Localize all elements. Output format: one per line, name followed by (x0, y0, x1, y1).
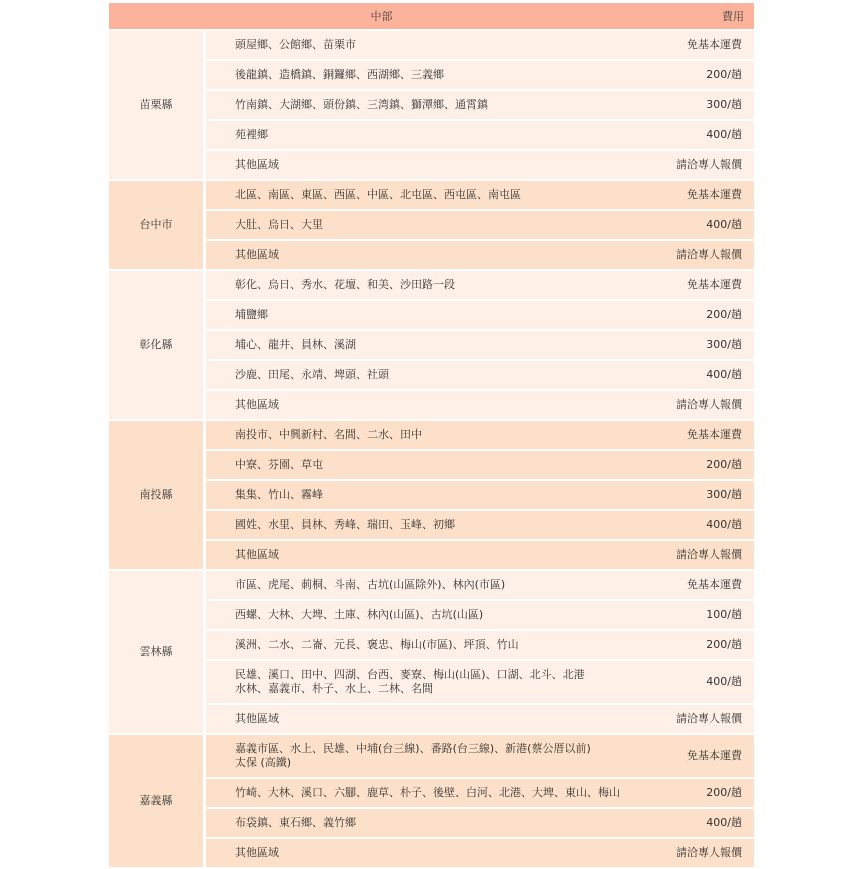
area-cell (206, 31, 654, 61)
table-row (109, 151, 754, 181)
area-text: 南投市、中興新村、名間、二水、田中 (235, 428, 422, 441)
table-row (109, 91, 754, 121)
fee-cell: 免基本運費 (654, 271, 754, 301)
area-text: 大肚、烏日、大里 (235, 218, 323, 231)
table-row (109, 735, 754, 779)
fee-cell: 免基本運費 (654, 421, 754, 451)
area-text: 沙鹿、田尾、永靖、埤頭、社頭 (235, 368, 389, 381)
fee-cell: 200/趟 (654, 631, 754, 661)
area-cell (206, 481, 654, 511)
area-text: 民雄、溪口、田中、四湖、台西、麥寮、梅山(山區)、口湖、北斗、北港 (235, 668, 585, 681)
area-cell (206, 735, 654, 779)
table-header-row (109, 3, 754, 31)
table-row (109, 631, 754, 661)
fee-cell: 400/趟 (654, 121, 754, 151)
area-cell (206, 91, 654, 121)
header-region: 中部 (109, 3, 654, 31)
table-row (109, 451, 754, 481)
area-text: 頭屋鄉、公館鄉、苗栗市 (235, 38, 356, 51)
area-cell (206, 361, 654, 391)
area-cell (206, 211, 654, 241)
fee-cell: 免基本運費 (654, 735, 754, 779)
area-text: 竹南鎮、大湖鄉、頭份鎮、三湾鎮、獅潭鄉、通霄鎮 (235, 98, 488, 111)
area-cell (206, 571, 654, 601)
table-row (109, 391, 754, 421)
area-text: 其他區域 (235, 158, 279, 171)
table-row (109, 421, 754, 451)
fee-cell: 免基本運費 (654, 181, 754, 211)
area-cell (206, 809, 654, 839)
area-cell (206, 839, 654, 869)
table-row (109, 211, 754, 241)
table-row (109, 571, 754, 601)
table-row (109, 271, 754, 301)
table-row (109, 241, 754, 271)
area-text: 埔鹽鄉 (235, 308, 268, 321)
fee-cell: 200/趟 (654, 61, 754, 91)
area-cell (206, 631, 654, 661)
fee-cell: 請洽專人報價 (654, 541, 754, 571)
area-text: 中寮、芬園、草屯 (235, 458, 323, 471)
area-cell (206, 181, 654, 211)
area-cell (206, 331, 654, 361)
area-text: 西螺、大林、大埤、土庫、林內(山區)、古坑(山區) (235, 608, 484, 621)
area-cell (206, 705, 654, 735)
county-name: 南投縣 (109, 421, 206, 571)
area-cell (206, 391, 654, 421)
area-cell (206, 121, 654, 151)
area-text: 後龍鎮、造橋鎮、銅鑼鄉、西湖鄉、三義鄉 (235, 68, 444, 81)
area-text: 嘉義市區、水上、民雄、中埔(台三線)、番路(台三線)、新港(蔡公厝以前) (235, 742, 591, 755)
fee-cell: 400/趟 (654, 511, 754, 541)
county-name: 苗栗縣 (109, 31, 206, 181)
area-text: 其他區域 (235, 398, 279, 411)
shipping-fee-table (109, 3, 754, 869)
area-cell (206, 541, 654, 571)
area-cell (206, 779, 654, 809)
table-row (109, 31, 754, 61)
area-cell (206, 511, 654, 541)
header-fee: 費用 (654, 3, 754, 31)
table-row (109, 839, 754, 869)
fee-cell: 200/趟 (654, 451, 754, 481)
county-name: 彰化縣 (109, 271, 206, 421)
table-row (109, 331, 754, 361)
fee-cell: 請洽專人報價 (654, 391, 754, 421)
area-cell (206, 661, 654, 705)
table-row (109, 181, 754, 211)
table-row (109, 361, 754, 391)
fee-cell: 400/趟 (654, 361, 754, 391)
table-row (109, 301, 754, 331)
county-name: 雲林縣 (109, 571, 206, 735)
fee-cell: 請洽專人報價 (654, 241, 754, 271)
table-row (109, 705, 754, 735)
table-row (109, 809, 754, 839)
fee-cell: 400/趟 (654, 809, 754, 839)
fee-cell: 300/趟 (654, 331, 754, 361)
area-cell (206, 421, 654, 451)
table-row (109, 481, 754, 511)
area-text-line2: 太保 (高鐵) (235, 756, 292, 769)
county-name: 嘉義縣 (109, 735, 206, 869)
table-row (109, 541, 754, 571)
fee-cell: 400/趟 (654, 211, 754, 241)
area-cell (206, 451, 654, 481)
area-text: 苑裡鄉 (235, 128, 268, 141)
area-text: 國姓、水里、員林、秀峰、瑞田、玉峰、初鄉 (235, 518, 455, 531)
area-text: 布袋鎮、東石鄉、義竹鄉 (235, 816, 356, 829)
table-body (109, 31, 754, 869)
area-text: 彰化、烏日、秀水、花壇、和美、沙田路一段 (235, 278, 455, 291)
area-text: 其他區域 (235, 548, 279, 561)
area-text: 竹崎、大林、溪口、六腳、鹿草、朴子、後壁、白河、北港、大埤、東山、梅山 (235, 786, 620, 799)
fee-cell: 免基本運費 (654, 571, 754, 601)
table-row (109, 61, 754, 91)
area-cell (206, 601, 654, 631)
fee-cell: 200/趟 (654, 779, 754, 809)
fee-cell: 400/趟 (654, 661, 754, 705)
area-text: 集集、竹山、霧峰 (235, 488, 323, 501)
area-text: 埔心、龍井、員林、溪湖 (235, 338, 356, 351)
table-row (109, 661, 754, 705)
area-cell (206, 151, 654, 181)
fee-cell: 100/趟 (654, 601, 754, 631)
fee-cell: 免基本運費 (654, 31, 754, 61)
area-text: 北區、南區、東區、西區、中區、北屯區、西屯區、南屯區 (235, 188, 521, 201)
fee-cell: 200/趟 (654, 301, 754, 331)
table-row (109, 511, 754, 541)
table-row (109, 601, 754, 631)
fee-cell: 300/趟 (654, 91, 754, 121)
area-text: 其他區域 (235, 248, 279, 261)
area-cell (206, 61, 654, 91)
area-text: 其他區域 (235, 712, 279, 725)
area-text: 其他區域 (235, 846, 279, 859)
fee-cell: 請洽專人報價 (654, 151, 754, 181)
fee-cell: 請洽專人報價 (654, 705, 754, 735)
fee-cell: 300/趟 (654, 481, 754, 511)
table-row (109, 779, 754, 809)
area-cell (206, 271, 654, 301)
area-text: 溪洲、二水、二崙、元長、褒忠、梅山(市區)、坪頂、竹山 (235, 638, 519, 651)
county-name: 台中市 (109, 181, 206, 271)
area-text: 市區、虎尾、莿桐、斗南、古坑(山區除外)、林內(市區) (235, 578, 506, 591)
area-cell (206, 241, 654, 271)
area-cell (206, 301, 654, 331)
area-text-line2: 水林、嘉義市、朴子、水上、二林、名間 (235, 682, 433, 695)
table-row (109, 121, 754, 151)
fee-cell: 請洽專人報價 (654, 839, 754, 869)
